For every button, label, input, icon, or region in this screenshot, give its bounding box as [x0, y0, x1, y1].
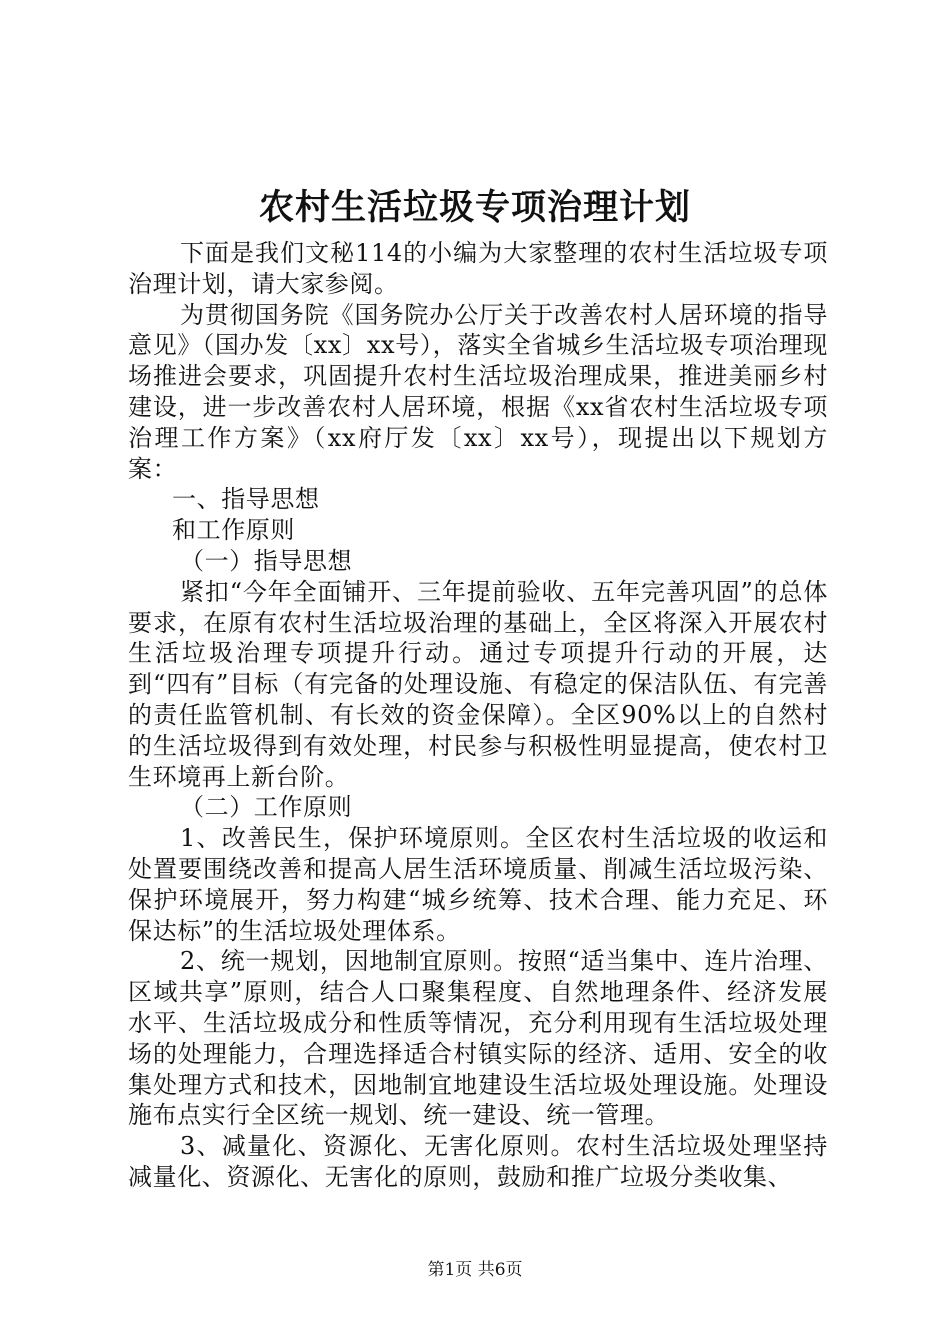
section-heading-guiding-thought: 一、指导思想 [172, 485, 320, 514]
background-paragraph: 为贯彻国务院《国务院办公厅关于改善农村人居环境的指导意见》（国办发〔xx〕xx号），落实全省城乡生活垃圾专项治理现场推进会要求，巩固提升农村生活垃圾治理成果，推进美丽乡村建设，进一步改善农村人居环境，根据《xx省农村生活垃圾专项治理工作方案》（xx府厅发〔xx〕xx号），现提出以下规划方案： [128, 300, 828, 483]
principle-2-paragraph: 2、统一规划，因地制宜原则。按照“适当集中、连片治理、区域共享”原则，结合人口聚集程度、自然地理条件、经济发展水平、生活垃圾成分和性质等情况，充分利用现有生活垃圾处理场的处理能力，合理选择适合村镇实际的经济、适用、安全的收集处理方式和技术，因地制宜地建设生活垃圾处理设施。处理设施布点实行全区统一规划、统一建设、统一管理。 [128, 947, 828, 1130]
page-footer: 第1页 共6页 [427, 1260, 523, 1280]
intro-paragraph: 下面是我们文秘114的小编为大家整理的农村生活垃圾专项治理计划，请大家参阅。 [128, 239, 828, 298]
principle-1-paragraph: 1、改善民生，保护环境原则。全区农村生活垃圾的收运和处置要围绕改善和提高人居生活环境质量、削减生活垃圾污染、保护环境展开，努力构建“城乡统筹、技术合理、能力充足、环保达标”的生活垃圾处理体系。 [128, 824, 828, 945]
principle-3-paragraph: 3、减量化、资源化、无害化原则。农村生活垃圾处理坚持减量化、资源化、无害化的原则，鼓励和推广垃圾分类收集、 [128, 1132, 828, 1191]
section-heading-working-principles: 和工作原则 [172, 516, 295, 545]
subsection-heading-working-principles: （二）工作原则 [180, 793, 353, 822]
subsection-heading-guiding-thought: （一）指导思想 [180, 546, 353, 575]
document-title: 农村生活垃圾专项治理计划 [258, 187, 691, 228]
guiding-thought-paragraph: 紧扣“今年全面铺开、三年提前验收、五年完善巩固”的总体要求，在原有农村生活垃圾治理的基础上，全区将深入开展农村生活垃圾治理专项提升行动。通过专项提升行动的开展，达到“四有”目标（有完备的处理设施、有稳定的保洁队伍、有完善的责任监管机制、有长效的资金保障）。全区90%以上的自然村的生活垃圾得到有效处理，村民参与积极性明显提高，使农村卫生环境再上新台阶。 [128, 577, 828, 791]
document-body [128, 238, 828, 1193]
